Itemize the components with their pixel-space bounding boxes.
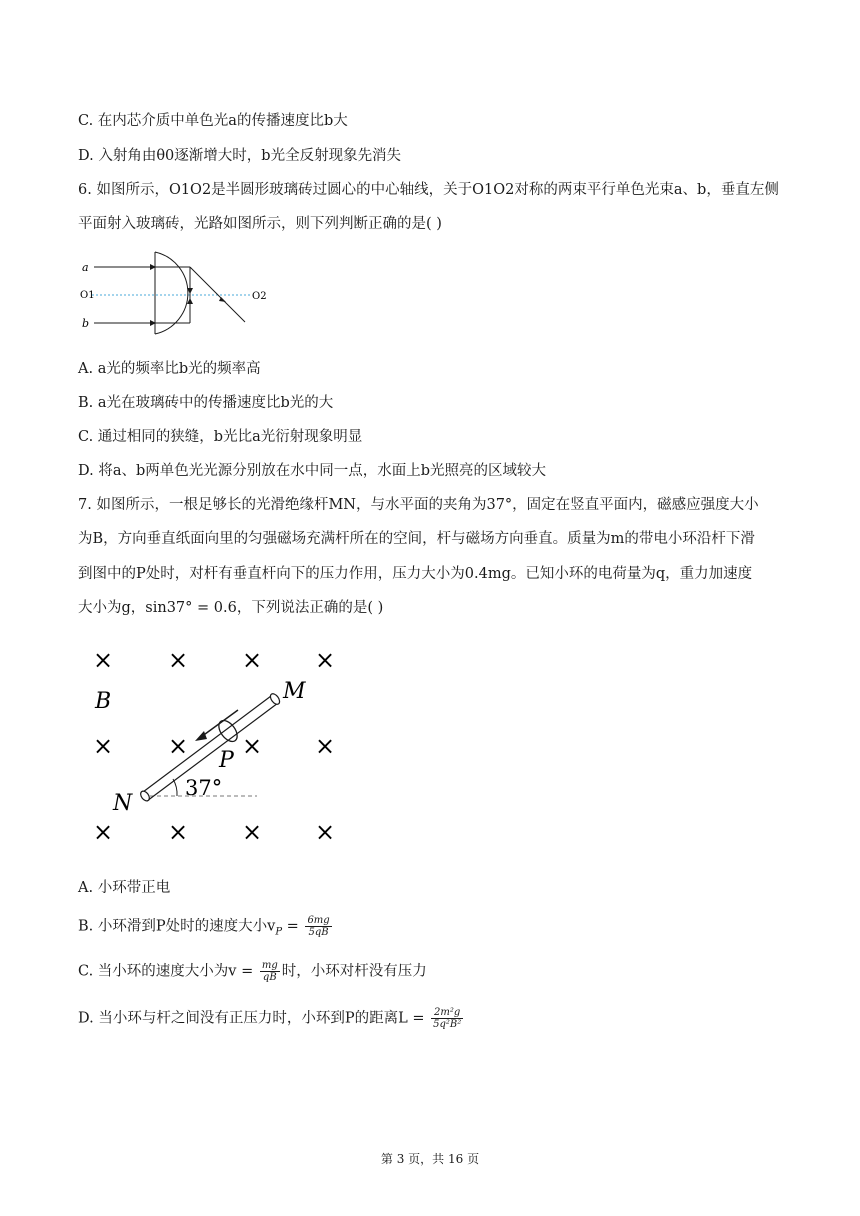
q7-option-c-text: C. 当小环的速度大小为v = — [78, 963, 258, 980]
field-cross: × — [315, 646, 336, 674]
q6-label-a: a — [82, 261, 89, 274]
q7-option-b-text: B. 小环滑到P处时的速度大小v — [78, 918, 276, 935]
q6-stem-line2: 平面射入玻璃砖，光路如图所示，则下列判断正确的是( ) — [78, 216, 442, 232]
q7-stem-line3: 到图中的P处时，对杆有垂直杆向下的压力作用，压力大小为0.4mg。已知小环的电荷量为q，重力加速度 — [78, 566, 753, 582]
q6-stem-line1: 6. 如图所示，O1O2是半圆形玻璃砖过圆心的中心轴线，关于O1O2对称的两束平行单色光束a、b，垂直左侧 — [78, 182, 779, 198]
label-b-field: B — [95, 689, 112, 714]
q7-option-c-after: 时，小环对杆没有压力 — [281, 963, 427, 980]
label-p: P — [219, 748, 234, 773]
page-footer: 第 3 页，共 16 页 — [380, 1152, 480, 1166]
field-cross: × — [93, 732, 114, 760]
field-cross: × — [93, 818, 114, 846]
q7-option-c-den: qB — [262, 972, 277, 983]
field-cross: × — [93, 646, 114, 674]
label-angle: 37° — [185, 776, 223, 800]
q7-option-b-num: 6mg — [307, 915, 330, 926]
q7-option-d-num: 2m²g — [431, 1007, 463, 1019]
q6-label-o1: O1 — [80, 290, 95, 301]
label-n: N — [113, 791, 133, 816]
q6-figure-glass-brick — [80, 250, 280, 336]
q6-label-b: b — [82, 317, 90, 330]
q7-stem-line4: 大小为g，sin37° = 0.6，下列说法正确的是( ) — [78, 600, 384, 616]
q7-stem-line1: 7. 如图所示，一根足够长的光滑绝缘杆MN，与水平面的夹角为37°，固定在竖直平面内，磁感应强度大小 — [78, 497, 759, 513]
q7-option-c-fraction — [260, 960, 280, 983]
field-cross: × — [242, 818, 263, 846]
q7-option-d-den: 5q²B² — [433, 1019, 462, 1030]
q7-stem-line2: 为B，方向垂直纸面向里的匀强磁场充满杆所在的空间，杆与磁场方向垂直。质量为m的带电小环沿杆下滑 — [78, 531, 755, 547]
q7-option-b-den: 5qB — [308, 927, 329, 938]
field-cross: × — [242, 732, 263, 760]
q7-option-b-sub: P — [275, 926, 283, 938]
q7-option-a: A. 小环带正电 — [78, 880, 171, 896]
q6-option-c: C. 通过相同的狭缝，b光比a光衍射现象明显 — [78, 429, 363, 445]
label-m: M — [283, 679, 306, 704]
field-cross: × — [315, 818, 336, 846]
q7-option-c-num: mg — [261, 960, 278, 971]
q6-option-b: B. a光在玻璃砖中的传播速度比b光的大 — [78, 395, 334, 411]
q5-option-d: D. 入射角由θ0逐渐增大时，b光全反射现象先消失 — [78, 148, 402, 164]
q5-option-c: C. 在内芯介质中单色光a的传播速度比b大 — [78, 113, 348, 129]
q7-option-b-fraction — [305, 915, 331, 938]
q7-option-d-text: D. 当小环与杆之间没有正压力时，小环到P的距离L = — [78, 1010, 430, 1027]
q6-label-o2: O2 — [252, 291, 267, 302]
q6-option-a: A. a光的频率比b光的频率高 — [78, 361, 261, 377]
q7-option-d — [78, 1007, 465, 1030]
field-cross: × — [168, 646, 189, 674]
q7-option-b-eq: = — [282, 918, 304, 935]
q7-figure-rod-in-field — [85, 640, 355, 850]
field-cross: × — [168, 818, 189, 846]
field-cross: × — [315, 732, 336, 760]
q6-option-d: D. 将a、b两单色光光源分别放在水中同一点，水面上b光照亮的区域较大 — [78, 463, 547, 479]
q7-option-c — [78, 960, 427, 983]
q7-option-d-fraction — [431, 1007, 463, 1030]
field-cross: × — [168, 732, 189, 760]
field-cross: × — [242, 646, 263, 674]
q7-option-b — [78, 915, 334, 942]
